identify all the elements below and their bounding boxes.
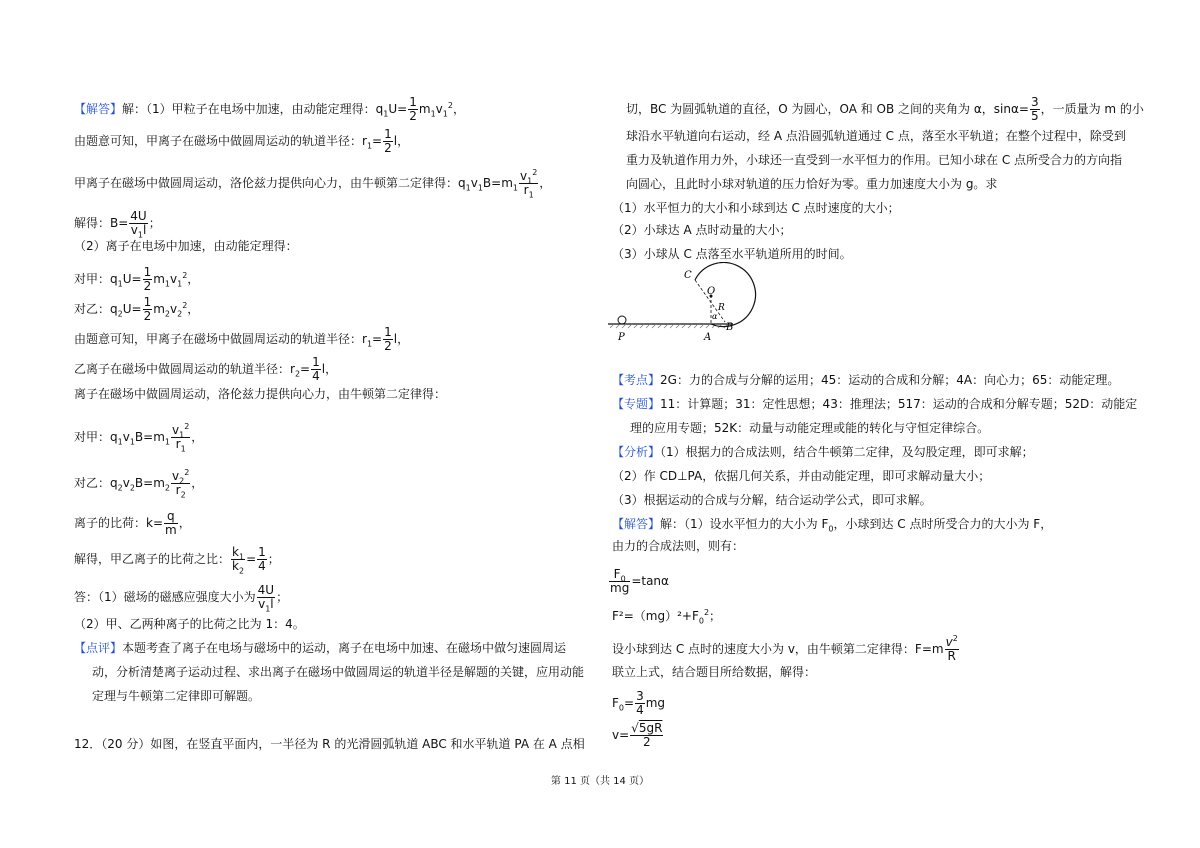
- solution-line: 对乙：$q_2v_2B=m_2$ $\frac{v_2^2}{r_2}$ ，: [74, 468, 204, 500]
- solution-line: 【解答】解：（1）设水平恒力的大小为 $F_0$，小球到达 C 点时所受合力的大小为 F，: [612, 517, 1053, 534]
- question-line: 12．（20 分）如图，在竖直平面内，一半径为 R 的光滑圆弧轨道 ABC 和水平轨道 PA 在 A 点相: [74, 737, 585, 751]
- solution-line: （2）甲、乙两种离子的比荷之比为 1：4。: [74, 617, 305, 631]
- label-r: R: [718, 303, 725, 313]
- solution-line: v= $\frac{√5gR}{2}$: [612, 721, 663, 749]
- solution-line: 对甲：$q_1U=$ $\frac{1}{2}$ $m_1v_1^2$，: [74, 265, 200, 293]
- solution-line: 离子的比荷：k= $\frac{q}{m}$ ，: [74, 509, 191, 537]
- solution-line: 离子在磁场中做圆周运动，洛伦兹力提供向心力，由牛顿第二定律得：: [74, 387, 447, 401]
- label-c: C: [684, 270, 692, 281]
- topic-line: 理的应用专题；52K：动量与动能定理或能的转化与守恒定律综合。: [630, 421, 990, 435]
- label-b: B: [726, 322, 734, 333]
- solution-line: 设小球到达 C 点时的速度大小为 v，由牛顿第二定律得：F=m $\frac{v^2}{R}$: [612, 634, 958, 663]
- solution-line: $F_0=$ $\frac{3}{4}$ mg: [612, 689, 666, 717]
- question-line: 重力及轨道作用力外，小球还一直受到一水平恒力的作用。已知小球在 C 点所受合力的方向指: [626, 153, 1123, 167]
- question-line: 向圆心，且此时小球对轨道的压力恰好为零。重力加速度大小为 g。求: [626, 177, 998, 191]
- topic-line: 【考点】2G：力的合成与分解的运用；45：运动的合成和分解；4A：向心力；65：动能定理。: [612, 373, 1120, 387]
- solution-line: 对乙：$q_2U=$ $\frac{1}{2}$ $m_2v_2^2$，: [74, 295, 200, 323]
- comment-line: 【点评】本题考查了离子在电场与磁场中的运动，离子在电场中加速、在磁场中做匀速圆周运: [74, 641, 567, 655]
- question-line: （3）小球从 C 点落至水平轨道所用的时间。: [612, 247, 852, 261]
- label-alpha: α: [712, 312, 718, 321]
- analysis-line: （3）根据运动的合成与分解，结合运动学公式，即可求解。: [612, 493, 932, 507]
- solution-line: $F^2=(mg)^2+F_0^2$；: [612, 608, 722, 626]
- solution-line: 由题意可知，甲离子在磁场中做圆周运动的轨道半径：$r_1=$ $\frac{1}{2}$ l，: [74, 127, 410, 155]
- solution-line: 答：（1）磁场的磁感应强度大小为 $\frac{4U}{v_1l}$ ；: [74, 583, 289, 614]
- solution-line: 解得，甲乙离子的比荷之比： $\frac{k_1}{k_2}$ = $\frac{1}{4}$ ；: [74, 545, 280, 576]
- page-footer: 第 11 页（共 14 页）: [550, 776, 650, 787]
- solution-line: 联立上式，结合题目所给数据，解得：: [612, 665, 817, 679]
- solution-line: 对甲：$q_1v_1B=m_1$ $\frac{v_1^2}{r_1}$ ，: [74, 422, 204, 454]
- label-p: P: [618, 332, 625, 343]
- label-a: A: [704, 332, 712, 343]
- solution-line: 【解答】解：（1）甲粒子在电场中加速，由动能定理得：$q_1U=$ $\frac{1}{2}$ $m_1v_1^2$，: [74, 95, 465, 123]
- question-line: （2）小球达 A 点时动量的大小；: [612, 223, 792, 237]
- solution-line: 由力的合成法则，则有：: [612, 539, 745, 553]
- analysis-line: （2）作 CD⊥PA，依据几何关系，并由动能定理，即可求解动量大小；: [612, 469, 991, 483]
- question-line: （1）水平恒力的大小和小球到达 C 点时速度的大小；: [612, 201, 900, 215]
- solution-line: 解得：B= $\frac{4U}{v_1l}$ ；: [74, 209, 161, 240]
- solution-line: $\frac{F_0}{mg}$ =tanα: [610, 567, 669, 595]
- solution-line: （2）离子在电场中加速，由动能定理得：: [74, 239, 298, 253]
- label-o: O: [707, 286, 716, 297]
- solution-line: 由题意可知，甲离子在磁场中做圆周运动的轨道半径：$r_1=$ $\frac{1}{2}$ l，: [74, 325, 410, 353]
- analysis-line: 【分析】（1）根据力的合成法则，结合牛顿第二定律，及勾股定理，即可求解；: [612, 445, 1034, 459]
- solution-line: 甲离子在磁场中做圆周运动，洛伦兹力提供向心力，由牛顿第二定律得：$q_1v_1B=m_1$ $\frac{v_1^2}{r_1}$ ，: [74, 168, 552, 200]
- comment-line: 定理与牛顿第二定律即可解题。: [92, 689, 261, 703]
- solution-line: 乙离子在磁场中做圆周运动的轨道半径：$r_2=$ $\frac{1}{4}$ l，: [74, 355, 338, 383]
- topic-line: 【专题】11：计算题；31：定性思想；43：推理法；517：运动的合成和分解专题；52D：动能定: [612, 397, 1138, 411]
- track-diagram: [608, 262, 758, 344]
- comment-line: 动，分析清楚离子运动过程、求出离子在磁场中做圆周运的轨道半径是解题的关键，应用动能: [92, 665, 585, 679]
- question-line: 切，BC 为圆弧轨道的直径，O 为圆心，OA 和 OB 之间的夹角为 α，sinα= $\frac{3}{5}$ ，一质量为 m 的小: [626, 95, 1144, 123]
- question-line: 球沿水平轨道向右运动，经 A 点沿圆弧轨道通过 C 点，落至水平轨道；在整个过程中，除受到: [626, 129, 1126, 143]
